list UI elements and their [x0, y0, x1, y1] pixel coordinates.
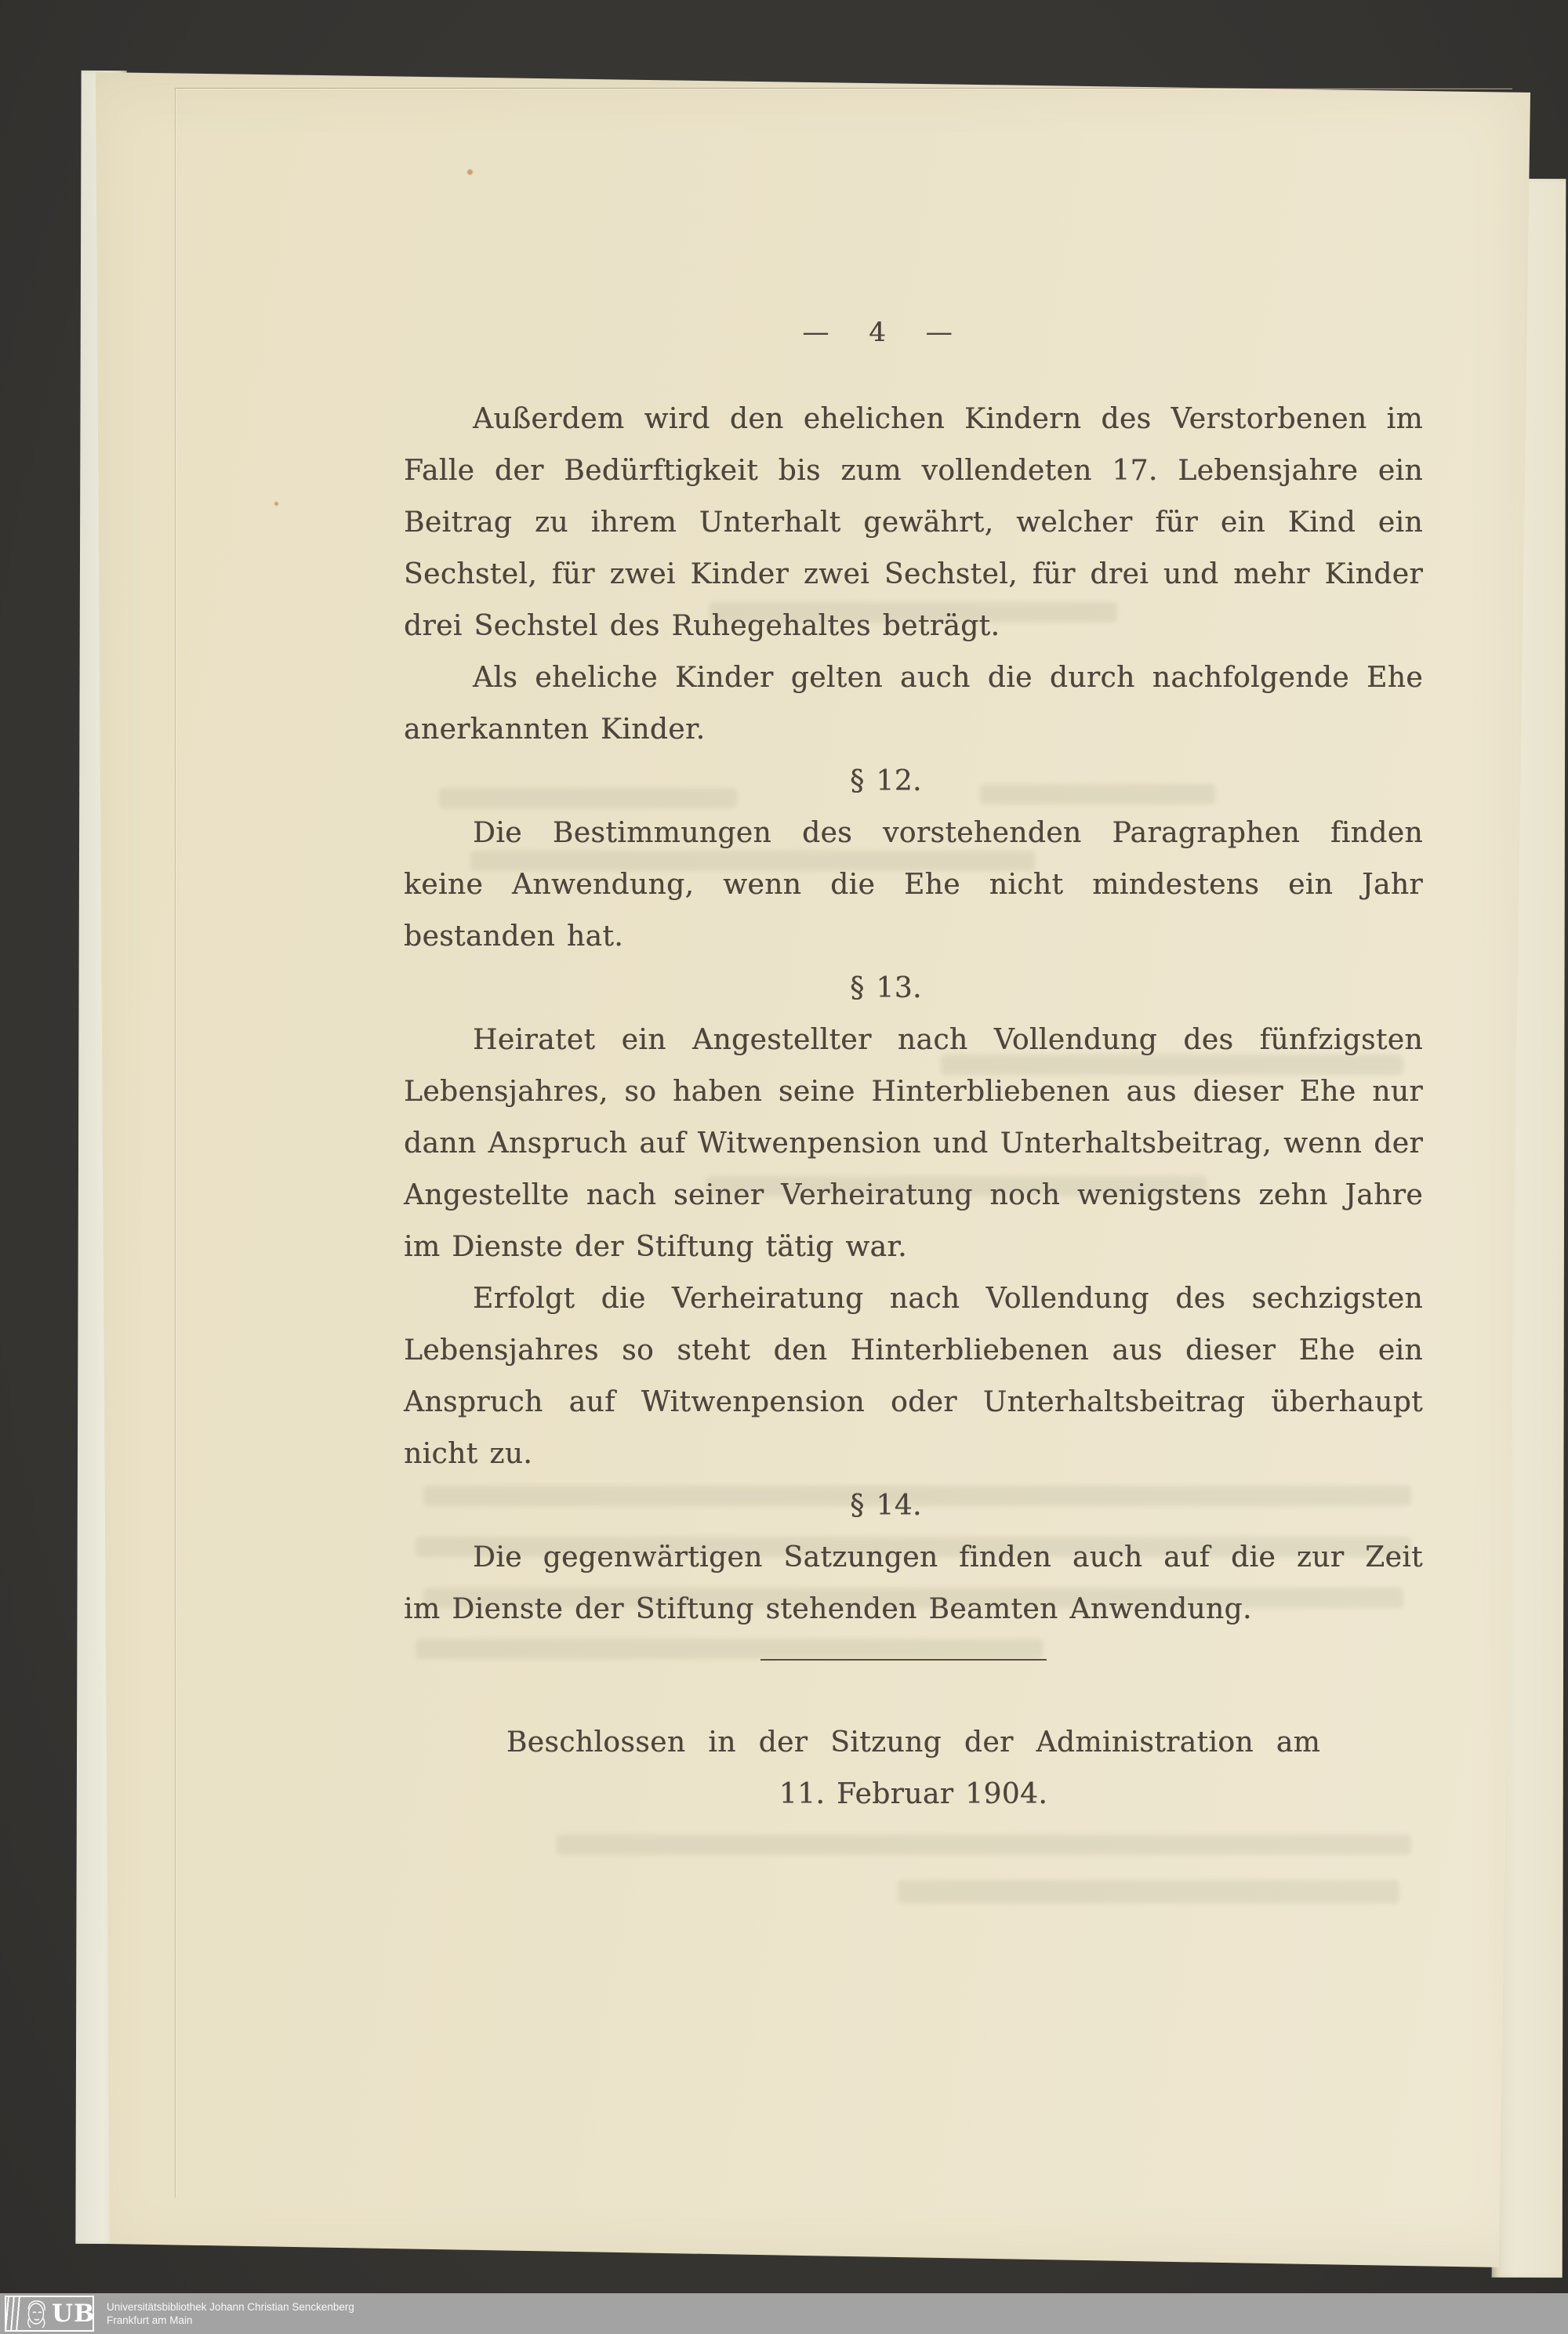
paragraph — [404, 394, 1423, 652]
paragraph — [404, 1273, 1423, 1480]
body-line: Beitrag zu ihrem Unterhalt gewährt, welcher für ein Kind ein — [404, 506, 1423, 539]
body-line: Lebensjahres so steht den Hinterbliebenen aus dieser Ehe ein — [404, 1334, 1423, 1367]
paragraph — [404, 1532, 1423, 1635]
body-line: Als eheliche Kinder gelten auch die durch nachfolgende Ehe — [473, 662, 1423, 694]
paragraph — [404, 1015, 1423, 1273]
separator-rule — [760, 1659, 1047, 1661]
ub-logo-text: UB — [52, 2299, 96, 2328]
closing-block — [404, 1717, 1423, 1820]
body-line: Lebensjahres, so haben seine Hinterbliebenen aus dieser Ehe nur — [404, 1076, 1423, 1108]
body-line: drei Sechstel des Ruhegehaltes beträgt. — [404, 610, 1000, 642]
body-line: Heiratet ein Angestellter nach Vollendung des fünfzigsten — [473, 1024, 1423, 1056]
section-heading: § 12. — [850, 765, 922, 797]
section-heading: § 13. — [850, 972, 922, 1004]
body-line: im Dienste der Stiftung tätig war. — [404, 1231, 907, 1263]
body-line: Außerdem wird den ehelichen Kindern des Verstorbenen im — [473, 403, 1423, 435]
body-line: dann Anspruch auf Witwenpension und Unterhaltsbeitrag, wenn der — [404, 1127, 1423, 1160]
closing-line: 11. Februar 1904. — [779, 1778, 1048, 1810]
body-line: Die gegenwärtigen Satzungen finden auch auf die zur Zeit — [473, 1541, 1423, 1574]
body-line: Angestellte nach seiner Verheiratung noch wenigstens zehn Jahre — [404, 1179, 1423, 1211]
body-line: Erfolgt die Verheiratung nach Vollendung des sechzigsten — [473, 1283, 1423, 1315]
library-caption — [107, 2300, 354, 2327]
library-city: Frankfurt am Main — [107, 2314, 193, 2326]
body-line: Die Bestimmungen des vorstehenden Paragraphen finden — [473, 817, 1423, 849]
text-column — [404, 394, 1423, 1820]
library-name: Universitätsbibliothek Johann Christian Senckenberg — [107, 2301, 354, 2313]
section-heading: § 14. — [850, 1490, 922, 1522]
body-line: bestanden hat. — [404, 920, 624, 953]
body-line: im Dienste der Stiftung stehenden Beamten Anwendung. — [404, 1593, 1252, 1625]
ub-logo — [5, 2296, 94, 2332]
body-line: Sechstel, für zwei Kinder zwei Sechstel, für drei und mehr Kinder — [404, 558, 1423, 590]
body-line: keine Anwendung, wenn die Ehe nicht mindestens ein Jahr — [404, 869, 1423, 901]
library-watermark-bar — [0, 2293, 1568, 2334]
closing-line: Beschlossen in der Sitzung der Administration am — [506, 1726, 1321, 1759]
paragraph — [404, 808, 1423, 963]
body-line: anerkannten Kinder. — [404, 713, 706, 746]
body-line: nicht zu. — [404, 1438, 533, 1470]
paragraph — [404, 652, 1423, 756]
page-number: — 4 — — [802, 317, 954, 348]
body-line: Anspruch auf Witwenpension oder Unterhaltsbeitrag überhaupt — [404, 1386, 1423, 1418]
body-line: Falle der Bedürftigkeit bis zum vollendeten 17. Lebensjahre ein — [404, 455, 1423, 487]
book-spines-icon — [5, 2297, 24, 2330]
portrait-icon — [24, 2298, 50, 2329]
